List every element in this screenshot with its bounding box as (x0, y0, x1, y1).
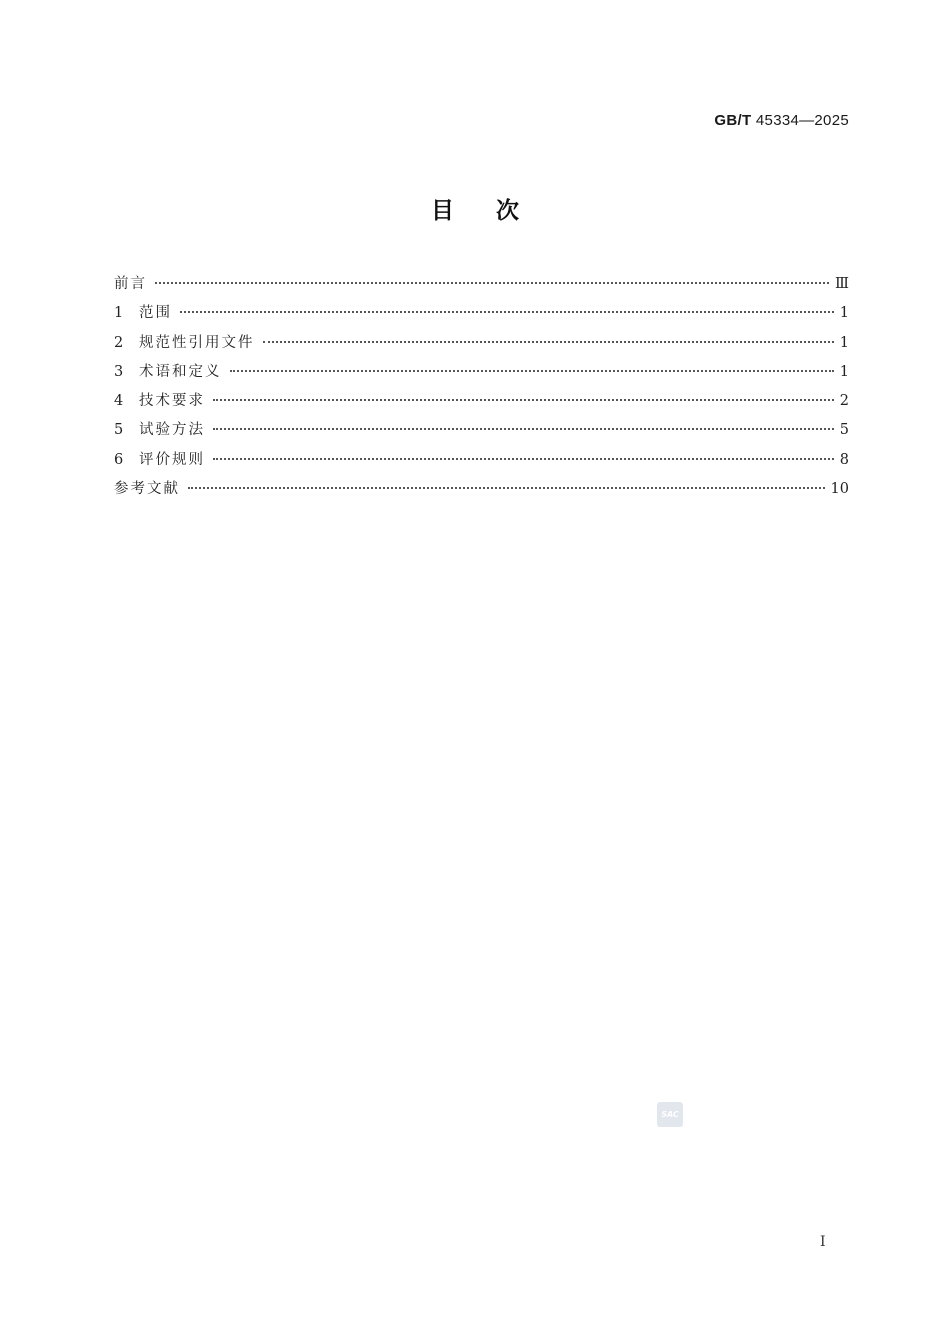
toc-entry-label: 前言 (114, 276, 147, 292)
toc-entry-bibliography[interactable] (114, 475, 849, 504)
toc-entry-page: 5 (839, 422, 849, 439)
dot-leader (213, 458, 834, 460)
table-of-contents (114, 270, 849, 504)
toc-entry-label: 范围 (139, 305, 172, 322)
toc-entry-label: 技术要求 (139, 393, 205, 410)
dot-leader (180, 311, 834, 313)
sac-watermark-logo: SAC (657, 1102, 683, 1127)
toc-entry-page: Ⅲ (835, 276, 849, 292)
toc-entry-normative-references[interactable] (114, 329, 849, 358)
standard-number: 45334—2025 (755, 112, 849, 129)
toc-entry-foreword[interactable] (114, 270, 849, 299)
toc-entry-number: 6 (114, 451, 124, 468)
standard-code (714, 112, 849, 129)
toc-entry-page: 10 (830, 481, 849, 498)
toc-entry-label: 评价规则 (139, 451, 205, 468)
toc-entry-scope[interactable] (114, 299, 849, 328)
toc-entry-page: 1 (839, 305, 849, 322)
toc-entry-page: 2 (839, 393, 849, 410)
toc-entry-label: 参考文献 (114, 481, 180, 498)
toc-entry-test-methods[interactable] (114, 416, 849, 445)
toc-entry-label: 规范性引用文件 (139, 334, 255, 351)
toc-entry-number: 1 (114, 305, 124, 322)
dot-leader (213, 428, 834, 430)
toc-entry-page: 1 (839, 363, 849, 380)
dot-leader (155, 282, 829, 284)
standard-prefix: GB/T (714, 112, 752, 129)
dot-leader (263, 341, 834, 343)
dot-leader (188, 487, 825, 489)
toc-entry-number: 5 (114, 422, 124, 439)
toc-entry-page: 8 (839, 451, 849, 468)
dot-leader (230, 370, 834, 372)
page-title: 目次 (431, 198, 561, 224)
toc-entry-terms-definitions[interactable] (114, 358, 849, 387)
toc-entry-number: 2 (114, 334, 124, 351)
toc-entry-page: 1 (839, 334, 849, 351)
toc-entry-technical-requirements[interactable] (114, 387, 849, 416)
toc-entry-label: 试验方法 (139, 422, 205, 439)
toc-entry-number: 3 (114, 363, 124, 380)
toc-entry-label: 术语和定义 (139, 363, 222, 380)
page-number: I (820, 1234, 826, 1250)
toc-entry-number: 4 (114, 393, 124, 410)
dot-leader (213, 399, 834, 401)
toc-entry-evaluation-rules[interactable] (114, 446, 849, 475)
